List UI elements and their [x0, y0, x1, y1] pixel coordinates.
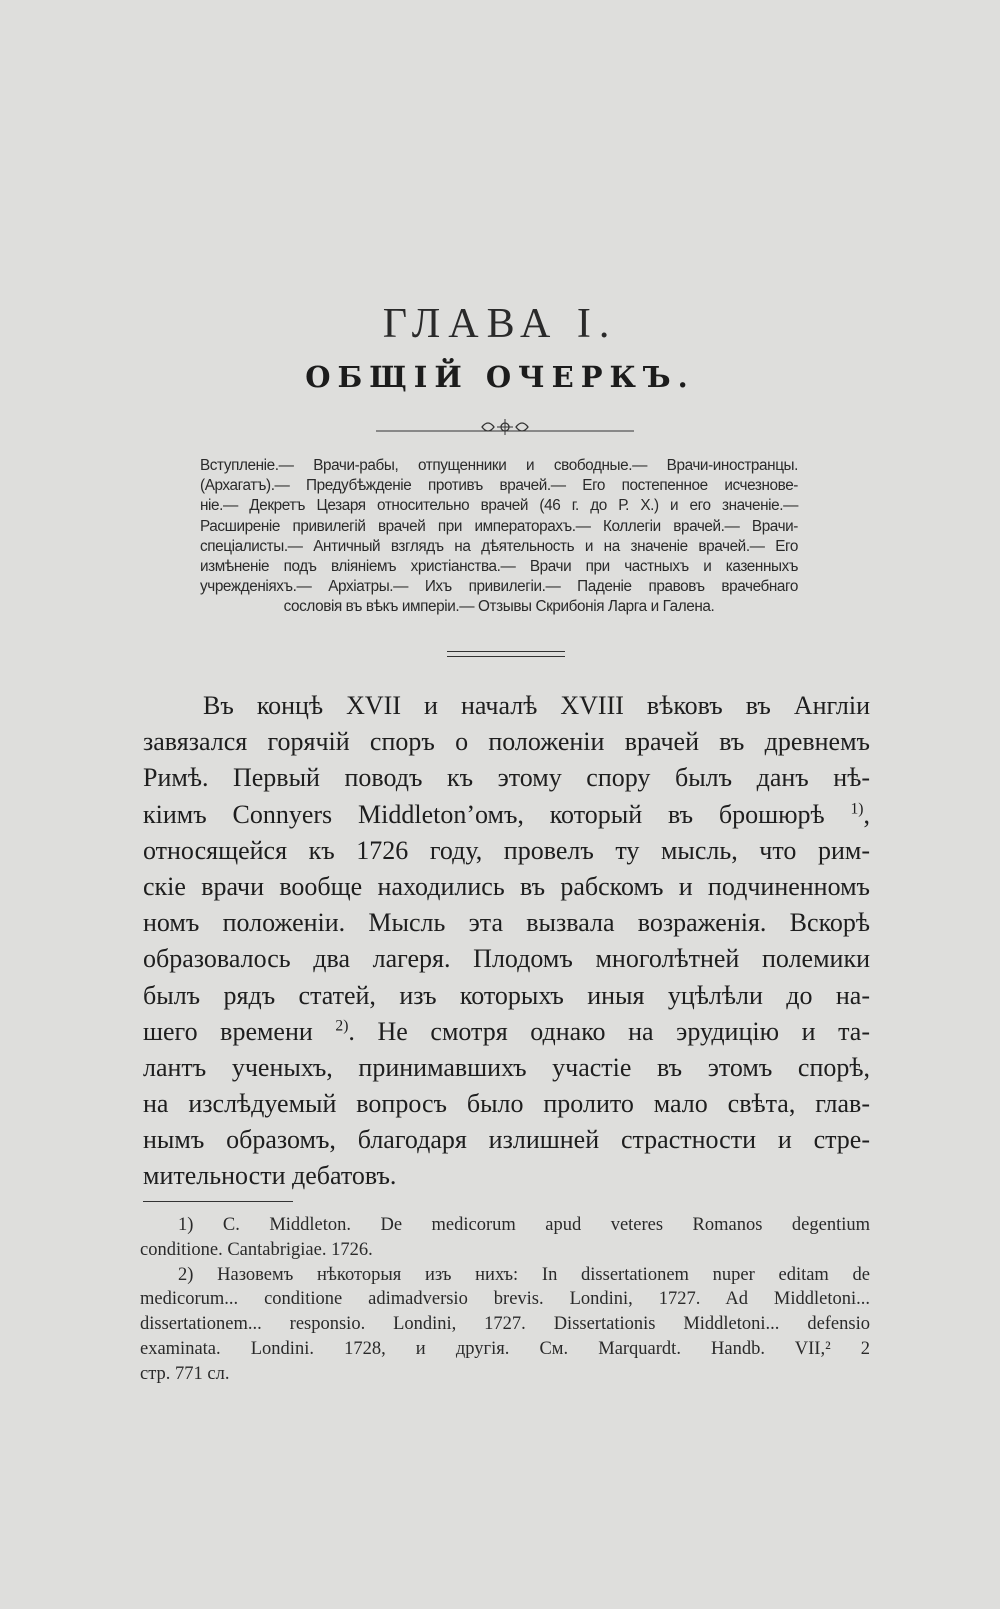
paragraph-line: мительности дебатовъ. [143, 1161, 397, 1191]
paragraph-line: скіе врачи вообще находились въ рабскомъ и подчиненномъ [143, 871, 870, 901]
footnote-line: dissertationem... responsio. Londini, 1727. Dissertationis Middletoni... defensio [140, 1314, 870, 1335]
footnote-line: conditione. Cantabrigiae. 1726. [140, 1239, 373, 1260]
paragraph-line [143, 1014, 870, 1050]
summary-line: учрежденіяхъ.— Архіатры.— Ихъ привилегіи.— Паденіе правовъ врачебнаго [200, 578, 798, 596]
line-text: кіимъ Connyers Middleton’омъ, который въ брошюрѣ [143, 799, 825, 829]
footnotes [140, 1213, 870, 1387]
summary-line: Расширеніе привилегій врачей при императорахъ.— Коллегіи врачей.— Врачи- [200, 517, 798, 535]
summary-line: ніе.— Декретъ Цезаря относительно врачей (46 г. до Р. Х.) и его значеніе.— [200, 497, 798, 515]
summary-line: измѣненіе подъ вліяніемъ христіанства.— Врачи при частныхъ и казенныхъ [200, 557, 798, 575]
paragraph-line [143, 797, 870, 833]
footnote-separator [143, 1201, 293, 1202]
footnote-line: 2) Назовемъ нѣкоторыя изъ нихъ: In dissertationem nuper editam de [178, 1264, 870, 1285]
paragraph-line: лантъ ученыхъ, принимавшихъ участіе въ этомъ спорѣ, [143, 1052, 870, 1082]
summary-line: Вступленіе.— Врачи-рабы, отпущенники и свободные.— Врачи-иностранцы. [200, 457, 798, 474]
footnote-line: medicorum... conditione adimadversio brevis. Londini, 1727. Ad Middletoni... [140, 1289, 870, 1310]
line-text: , [863, 799, 870, 829]
title-ornament-divider [376, 415, 634, 439]
paragraph-line: Римѣ. Первый поводъ къ этому спору былъ данъ нѣ- [143, 763, 870, 793]
summary-line: сословія въ вѣкъ имперіи.— Отзывы Скрибонія Ларга и Галена. [283, 598, 715, 616]
footnote-line: 1) C. Middleton. De medicorum apud veteres Romanos degentium [178, 1215, 870, 1235]
paragraph-line: нымъ образомъ, благодаря излишней страстности и стре- [143, 1125, 870, 1155]
paragraph-line: завязался горячій споръ о положеніи врачей въ древнемъ [143, 727, 870, 757]
paragraph-line: Въ концѣ XVII и началѣ XVIII вѣковъ въ Англіи [203, 691, 870, 720]
paragraph-line: образовалось два лагеря. Плодомъ многолѣтней полемики [143, 944, 870, 974]
paragraph-line: номъ положеніи. Мысль эта вызвала возраженія. Вскорѣ [143, 908, 870, 938]
main-paragraph [143, 688, 870, 1195]
summary-line: спеціалисты.— Античный взглядъ на дѣятельность и на значеніе врачей.— Его [200, 537, 798, 555]
footnote-ref[interactable]: 2) [335, 1017, 349, 1035]
chapter-number: ГЛАВА I. [382, 301, 618, 347]
footnote-line: examinata. Londini. 1728, и другія. См. Marquardt. Handb. VII,² 2 [140, 1338, 870, 1359]
chapter-summary [200, 456, 798, 618]
line-text: . Не смотря однако на эрудицію и та- [348, 1016, 871, 1046]
summary-line: (Архагатъ).— Предубѣжденіе противъ врачей.— Его постепенное исчезнове- [200, 477, 798, 495]
line-text: шего времени [143, 1016, 313, 1046]
section-double-rule [447, 651, 565, 659]
footnote-ref[interactable]: 1) [850, 799, 864, 817]
chapter-title: ОБЩІЙ ОЧЕРКЪ. [305, 360, 695, 394]
paragraph-line: на изслѣдуемый вопросъ было пролито мало свѣта, глав- [143, 1089, 870, 1119]
paragraph-line: былъ рядъ статей, изъ которыхъ иныя уцѣлѣли до на- [143, 980, 870, 1010]
paragraph-line: относящейся къ 1726 году, провелъ ту мысль, что рим- [143, 835, 870, 865]
footnote-line: стр. 771 сл. [140, 1363, 230, 1384]
